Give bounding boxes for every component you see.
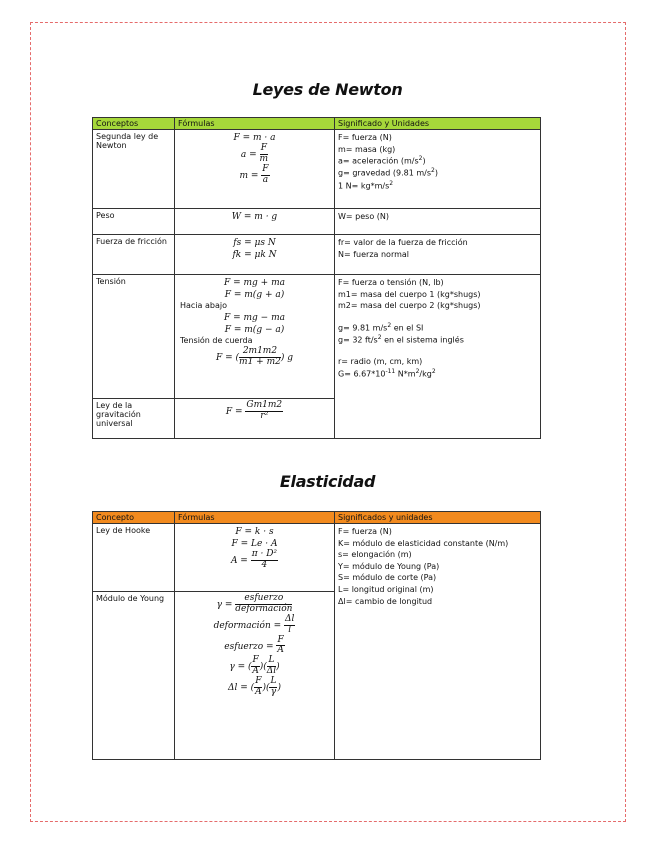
formula: A = $\frac{\text{π · D²}}{4}$ [230,549,278,571]
formula: m = $\frac{F}{a}$ [239,163,269,185]
meaning-line: K= módulo de elasticidad constante (N/m) [338,538,509,548]
table-row [93,235,541,275]
header-significados: Significados y unidades [335,512,541,524]
formula-cell [175,524,335,592]
meaning-line: F= fuerza o tensión (N, lb) [338,278,444,287]
meaning-line: fr= valor de la fuerza de fricción [338,238,468,247]
formula-cell: W = m · g [175,209,335,235]
header-concepto: Concepto [93,512,175,524]
concept-cell: Fuerza de fricción [93,235,175,275]
formula: a = $\frac{F}{m}$ [240,143,269,165]
formula-cell [175,275,335,399]
formula-cell [175,130,335,209]
table-row [93,209,541,235]
meaning-line: a= aceleración $(m/s^2)$ [338,155,426,166]
newton-title: Leyes de Newton [252,80,403,99]
meaning-line: S= módulo de corte (Pa) [338,573,437,583]
elasticidad-title: Elasticidad [279,472,376,491]
elasticidad-table [92,511,541,760]
formula: F = Le · A [231,539,278,550]
meaning-line: F= fuerza (N) [338,527,392,536]
formula-label: Tensión de cuerda [180,336,253,346]
formula: γ = esfuerzo deformación [216,593,293,614]
formula: F = $\frac{Gm1m2}{\text{r²}}$ [225,400,283,421]
meaning-line: L= longitud original (m) [338,584,434,594]
meaning-cell [335,235,541,275]
header-significado: Significado y Unidades [335,118,541,130]
elasticidad-header-row [93,512,541,524]
meaning-line: N= fuerza normal [338,249,410,259]
meaning-line: m= masa (kg) [338,144,396,154]
meaning-line: m1= masa del cuerpo 1 (kg*shugs) [338,289,481,299]
formula: deformación = $\frac{\Delta l}{l}$ [213,613,295,635]
table-row [93,275,541,399]
formula: F = mg + ma [224,278,285,288]
formula: γ = ( $\frac{F}{A}$ )( $\frac{L}{\Delta l}$ ) [229,655,280,677]
meaning-line: g= 32 $ft/s^2$ en el sistema inglés [338,334,464,345]
formula: F = k · s [235,527,274,537]
formula: Δl = ( $\frac{F}{A}$ )( $\frac{L}{\gamma}$ ) [228,676,281,698]
header-formulas: Fórmulas [175,512,335,524]
formula: F = m(g + a) [224,290,285,301]
concept-cell: Ley de Hooke [93,524,175,592]
formula-cell [175,235,335,275]
meaning-cell: W= peso (N) [335,209,541,235]
meaning-line: g= 9.81 $m/s^2$ en el SI [338,321,424,333]
formula: esfuerzo = $\frac{F}{A}$ [224,634,284,656]
formula: F = mg − ma [224,313,285,324]
meaning-line: F= fuerza (N) [338,133,392,142]
header-conceptos: Conceptos [93,118,175,130]
formula: fs = μs N [233,238,276,248]
header-formulas: Fórmulas [175,118,335,130]
meaning-line: Δl= cambio de longitud [338,596,433,606]
formula: fk = μk N [232,250,277,261]
newton-header-row [93,118,541,130]
formula-cell [175,592,335,760]
meaning-line: r= radio (m, cm, km) [338,357,423,367]
concept-cell: Ley de la gravitación universal [93,399,175,439]
meaning-cell [335,130,541,209]
formula: F = m(g − a) [224,325,285,336]
table-row [93,524,541,592]
formula: F = m · a [233,133,276,143]
meaning-line: m2= masa del cuerpo 2 (kg*shugs) [338,301,481,311]
meaning-cell [335,524,541,760]
meaning-line: $G= 6.67*10^{-11}$ $N*m^2/kg^2$ [338,367,436,379]
concept-cell: Tensión [93,275,175,399]
concept-cell: Módulo de Young [93,592,175,760]
concept-cell: Peso [93,209,175,235]
newton-table [92,117,541,439]
formula-cell [175,399,335,439]
meaning-line: Y= módulo de Young (Pa) [338,561,440,571]
formula-label: Hacia abajo [180,301,227,311]
meaning-line: 1 $N= kg*m/s^2$ [338,179,394,191]
meaning-cell [335,275,541,439]
concept-cell: Segunda ley de Newton [93,130,175,209]
meaning-line: s= elongación (m) [338,550,412,560]
formula: F = ( $\frac{2m1m2}{m1 + m2}$ ) g [216,346,293,368]
meaning-line: g= gravedad (9.81 $m/s^2$) [338,167,438,179]
table-row [93,130,541,209]
